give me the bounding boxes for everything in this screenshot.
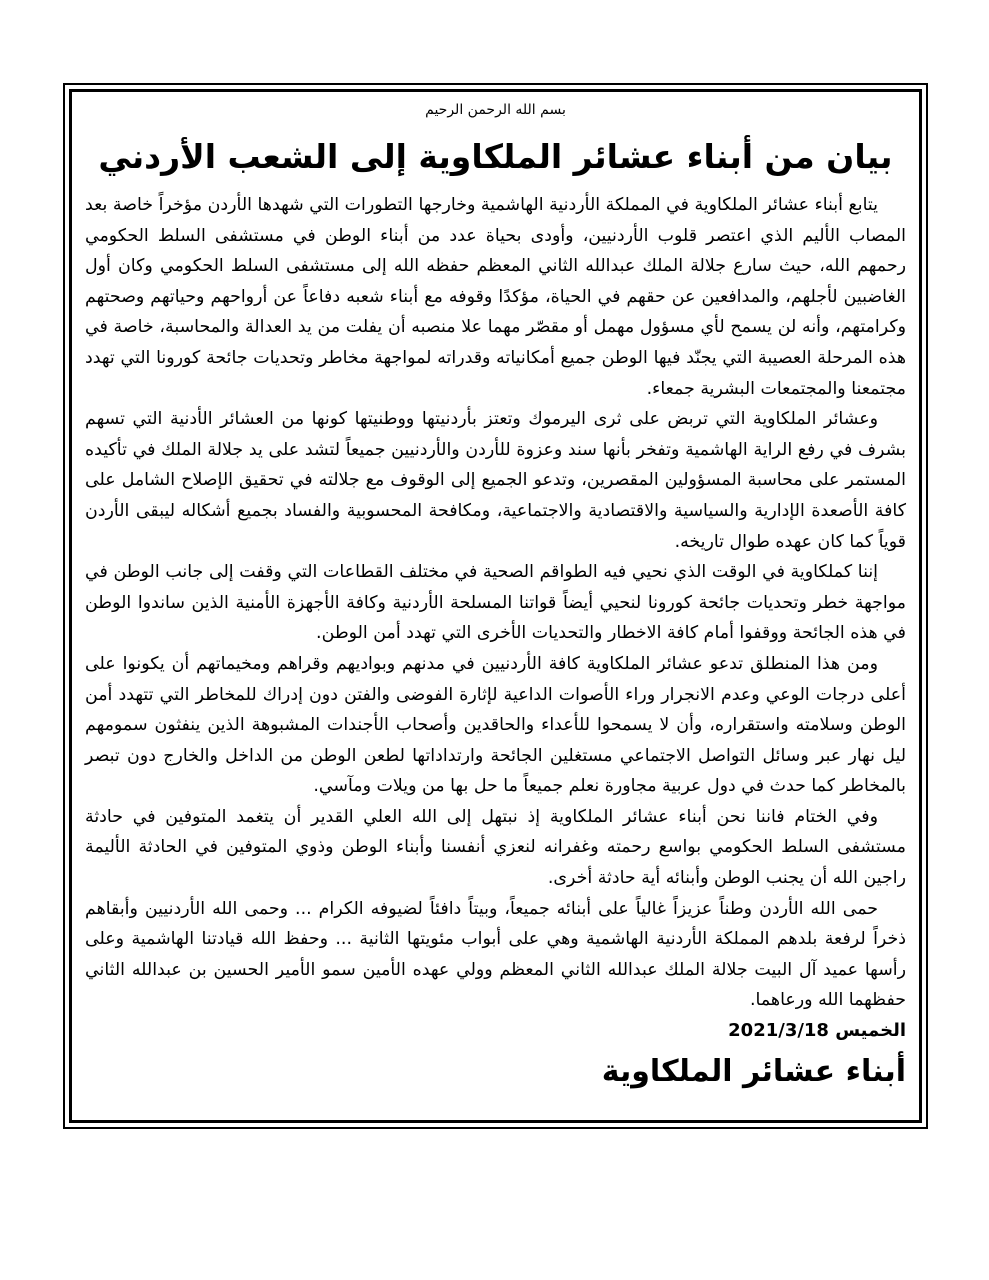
paragraph-5: وفي الختام فاننا نحن أبناء عشائر الملكاوية إذ نبتهل إلى الله العلي القدير أن يتغمد المتوفين في حادثة مستشفى السلط الحكومي بواسع رحمته وغفرانه لنعزي أنفسنا وأبناء الوطن وذوي المتوفين في الحادثة الأليمة راجين الله أن يجنب الوطن وأبنائه أية حادثة أخرى. [85,806,906,889]
paragraph-1: يتابع أبناء عشائر الملكاوية في المملكة الأردنية الهاشمية وخارجها التطورات التي شهدها الأردن مؤخراً خاصة بعد المصاب الأليم الذي اعتصر قلوب الأردنيين، وأودى بحياة عدد من أبناء الوطن في مستشفى السلط الحكومي رحمهم الله، حيث سارع جلالة الملك عبدالله الثاني المعظم حفظه الله إلى مستشفى السلط الحكومي وكان أول الغاضبين لأجلهم، والمدافعين عن حقهم في الحياة، مؤكدًا وقوفه مع أبناء شعبه دفاعاً عن أرواحهم وحياتهم وصحتهم وكرامتهم، وأنه لن يسمح لأي مسؤول مهمل أو مقصّر مهما علا منصبه أن يفلت من يد العدالة والمحاسبة، خاصة في هذه المرحلة العصيبة التي يجنّد فيها الوطن جميع أمكانياته وقدراته لمواجهة مخاطر وتحديات جائحة كورونا التي تهدد مجتمعنا والمجتمعات البشرية جمعاء. [85,195,906,399]
basmala: بسم الله الرحمن الرحيم [425,102,566,118]
paragraph-3: إننا كملكاوية في الوقت الذي نحيي فيه الطواقم الصحية في مختلف القطاعات التي وقفت إلى جانب الوطن في مواجهة خطر وتحديات جائحة كورونا لنحيي أيضاً قواتنا المسلحة الأردنية وكافة الأجهزة الأمنية الذين ساندوا الوطن في هذه الجائحة ووقفوا أمام كافة الاخطار والتحديات الأخرى التي تهدد أمن الوطن. [85,562,906,644]
inner-page-border [69,89,922,1123]
statement-body [85,100,906,1094]
statement-title: بيان من أبناء عشائر الملكاوية إلى الشعب الأردني [98,137,893,176]
outer-page-border [63,83,928,1129]
paragraph-4: ومن هذا المنطلق تدعو عشائر الملكاوية كافة الأردنيين في مدنهم وبواديهم وقراهم ومخيماتهم أن يكونوا على أعلى درجات الوعي وعدم الانجرار وراء الأصوات الداعية لإثارة الفوضى والفتن دون إدراك للمخاطر التي تتهدد أمن الوطن وسلامته واستقراره، وأن لا يسمحوا للأعداء والحاقدين وأصحاب الأجندات المشبوهة الذين ينفثون سمومهم ليل نهار عبر وسائل التواصل الاجتماعي مستغلين الجائحة وارتداداتها لطعن الوطن من الداخل والخارج دون تبصر بالمخاطر كما حدث في دول عربية مجاورة نعلم جميعاً ما حل بها من ويلات ومآسي. [85,653,906,797]
statement-date: الخميس 2021/3/18 [728,1020,906,1042]
paragraph-2: وعشائر الملكاوية التي تربض على ثرى اليرموك وتعتز بأردنيتها ووطنيتها كونها من العشائر الأدنية التي تسهم بشرف في رفع الراية الهاشمية وتفخر بأنها سند وعزوة للأردن والأردنيين جميعاً لتشد على يد جلالة الملك في تأكيده المستمر على محاسبة المسؤولين المقصرين، وتدعو الجميع إلى الوقوف مع جلالته في تحقيق الإصلاح الشامل على كافة الأصعدة الإدارية والسياسية والاقتصادية والاجتماعية، ومكافحة المحسوبية والفساد بجميع أشكاله ليبقى الأردن قوياً كما كان عهده طوال تاريخه. [85,409,906,552]
paragraph-6: حمى الله الأردن وطناً عزيزاً غالياً على أبنائه جميعاً، وبيتاً دافئاً لضيوفه الكرام ... وحمى الله الأردنيين وأبقاهم ذخراً لرفعة بلدهم المملكة الأردنية الهاشمية وهي على أبواب مئويتها الثانية ... وحفظ الله قيادتنا الهاشمية وعلى رأسها عميد آل البيت جلالة الملك عبدالله الثاني المعظم وولي عهده الأمين سمو الأمير الحسين بن عبدالله الثاني حفظهما الله ورعاهما. [85,898,906,1011]
signature: أبناء عشائر الملكاوية [601,1054,906,1090]
